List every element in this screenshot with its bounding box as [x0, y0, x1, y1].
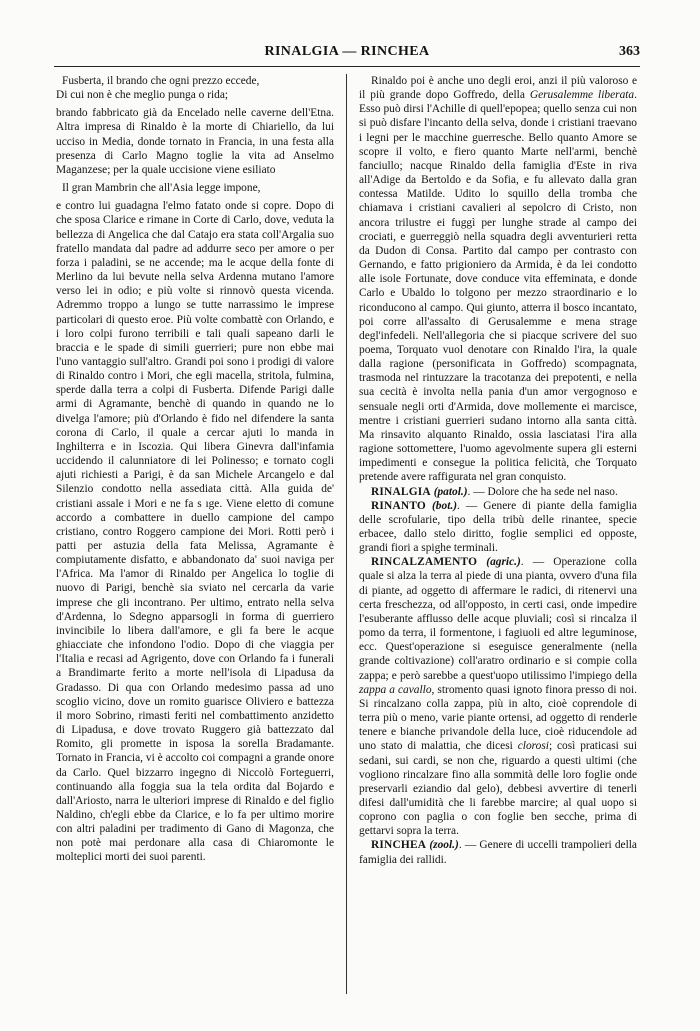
entry-headword: RINCHEA — [371, 839, 427, 852]
entry-definition: . — Genere di uccelli trampolieri della famiglia dei rallidi. — [359, 839, 637, 866]
entry-headword: RINANTO — [371, 499, 426, 512]
verse-quote-fusberta — [56, 74, 334, 102]
entry-definition: . — Dolore che ha sede nel naso. — [467, 485, 618, 498]
dictionary-entry-rincalzamento — [359, 555, 637, 838]
entry-definition: . — Operazione colla quale si alza la terra al piede di una pianta, ovvero d'una fila di piante, ad oggetto di affermare le radici, di ritenervi una certa freschezza, od all'opposto, in certi casi, onde impedire l'esuberante afflusso delle acque pluviali; così si rincalza il pomo da terra, il formentone, i fagiuoli ed altre leguminose, ecc. Quest'operazione si eseguisce generalmente (nella grande coltivazione) coll'aratro ordinario e si compie colla zappa; e però sarebbe a quest'uopo utilissimo l'impiego della — [359, 556, 637, 682]
column-divider — [346, 74, 347, 994]
right-column — [359, 74, 637, 867]
entry-headword: RINCALZAMENTO — [371, 556, 478, 569]
italic-title: Gerusalemme liberata — [529, 89, 635, 102]
dictionary-entry-rinalgia — [359, 485, 637, 499]
verse-line: Di cui non è che meglio punga o rida; — [56, 89, 229, 102]
left-column — [56, 74, 334, 865]
entry-category: (zool.) — [429, 839, 459, 852]
paragraph-rinaldo-tasso — [359, 74, 637, 485]
running-header — [54, 44, 640, 62]
italic-term: zappa a cavallo — [359, 683, 432, 696]
entry-category: (patol.) — [433, 485, 468, 498]
page-number: 363 — [619, 44, 640, 59]
paragraph: brando fabbricato già da Encelado nelle caverne dell'Etna. Altra impresa di Rinaldo è la morte di Chiariello, da lui ucciso in Media, donde tornato in Francia, in una festa alla presenza di Carlo Magno toglie la vita ad Anselmo Maganzese; per la quale uccisione viene esiliato — [56, 107, 334, 176]
verse-line: Fusberta, il brando che ogni prezzo eccede, — [62, 75, 260, 87]
verse-quote-mambrin — [56, 181, 334, 195]
text-run: . Esso può dirsi l'Achille di quell'epopea; quello senza cui non si può disfare l'incanto della selva, donde i cristiani traevano i legni per le macchine guerresche. Bello quanto Amore se scopre il volto, e fiero quanto Marte nell'armi, benchè fanciullo; nacque Rinaldo della famiglia d'Este in riva all'Adige da Bertoldo e da Sofia, e fu allevato dalla gran contessa Matilde. Udito lo squillo della tromba che chiamava i cristiani cavalieri al sepolcro di Cristo, non ancora trilustre ei fuggì per lunghe strade al campo dei crociati, e guerreggiò nella squadra degli avventurieri retta da Dudon di Consa. Partito dal campo per contrasto con Gernando, e fatto prigioniero da Armida, è da lei condotto alle isole Fortunate, dove conduce vita effeminata, e donde Carlo e Ubaldo lo tolgono per mezzo straordinario e lo riconducono al campo. Qui giunto, atterra il bosco incantato, poi corre all'assalto di Gerusalemme e mena strage degl'infedeli. Nell'allegoria che si piacque scrivere del suo poema, Torquato vuol denotare con Rinaldo l'ira, la quale dalla ragione (personificata in Goffredo) scompagnata, trasmoda nel rintuzzare la tracotanza dei prepotenti, e nella sua cecità è involta nella pania d'un amor vergognoso e sensuale negli orti d'Armida, dove mollemente ei marcisce, mentre i cristiani guerrieri sudano intorno alla santa città. Ma rinsavito alquanto Rinaldo, ossia lasciatasi l'ira alla ragione sottomettere, l'uomo agevolmente supera gli esterni impedimenti e consegue la politica felicità, che Torquato pretende avere raffigurata nel gran conquisto. — [359, 89, 637, 484]
text-run: Rinaldo poi è anche uno degli eroi, anzi il più valoroso e il più grande dopo Goffredo, della — [359, 75, 637, 102]
paragraph: e contro lui guadagna l'elmo fatato onde si copre. Dopo di che sposa Clarice e rimane in Corte di Carlo, dove, veduta la bellezza di Angelica che dal Catajo era stata coll'Argalia suo fratello mandata dal padre ad addurre seco per amore o per forza i paladini, se ne accende; ma le acque della fonte di Merlino da lui bevute nella selva Ardenna mutano l'amore verso lei in odio; e più volte si rinnovò questa vicenda. Adremmo troppo a lungo se tutte narrassimo le imprese particolari di questo eroe. Più volte combattè con Orlando, e i loro colpi furono terribili e tali quali sapeano darli le braccia e le spade di simili guerrieri; pure non ebbe mai l'uno vantaggio sull'altro. Grandi poi sono i prodigi di valore di Rinaldo contro i Mori, che egli macella, stritola, fulmina, sperde dalla terra a colpi di Fusberta. Difende Parigi dalle armi di Agramante, benchè di quando in quando ne lo divelga l'amore; più d'Orlando è fido nel difendere la santa corona di Carlo, il quale a cercar ajuti lo manda in Inghilterra e in Iscozia. Qui libera Ginevra dall'infamia uccidendo il calunniatore di lei Polinesso; e tornato cogli ajuti richiesti a Parigi, è da san Michele Arcangelo e dal Silenzio condotto nella assediata città. Alla guida de' cristiani assale i Mori e ne fa s ıge. Viene eletto di comune accordo a combattere in duello campione del campo cristiano, contro Roggero campione dei Mori. Rotti però i patti per astuzia della fata Melissa, Agramante è compiutamente disfatto, e abbandonato da' suoi naviga per l'Africa. Ma l'amor di Rinaldo per Angelica lo toglie di nuovo di Parigi, benchè sia sviato nel cercarla da varie imprese che gli incontrano. Per ultimo, entrato nella selva d'Ardenna, lo Sdegno apparsogli in forma di guerriero invincibile lo libera dall'amore, e gli fa bere le acque ghiacciate che infondono l'odio. Dopo di che viaggia per l'Italia e recasi ad Agrigento, dove con Orlando fa i funerali a Brandimarte ferito a morte nell'isola di Lipadusa da Gradasso. Di qua con Orlando medesimo passa ad uno scoglio vicino, dove un romito guarisce Oliviero e battezza il moro Sobrino, rimasti feriti nel combattimento anzidetto di Lipadusa, e dove trovato Ruggero già battezzato dal Romito, gli promette in isposa la sorella Bradamante. Tornato in Francia, vi è accolto coi compagni a grande onore da Carlo. Quel bizzarro ingegno di Niccolò Forteguerri, continuando alla foggia sua la tela ordita dal Bojardo e dall'Ariosto, narra le ulteriori imprese di Rinaldo e del figlio Naldino, ch'egli ebbe da Clarice, e lo fa per ultimo morire con altri paladini per tradimento di Gano di Magonza, che non potè mai perdonare alla casa di Chiaromonte le molteplici morti dei suoi parenti. — [56, 200, 334, 864]
dictionary-entry-rinanto — [359, 499, 637, 556]
entry-definition: , stromento quasi ignoto finora presso di noi. Si rincalzano colla zappa, più in alto, cioè coprendole di terra più o meno, varie piante ortensi, ad oggetto di renderle tenere e bianche privandole della luce, cioè riducendole ad uno stato di malattia, che dicesi — [359, 683, 637, 753]
entry-definition: . — Genere di piante della famiglia delle scrofularie, tipo della tribù delle rinantee, specie erbacee, dallo stelo diritto, foglie semplici ed opposte, grandi fiori a spighe terminali. — [359, 499, 637, 555]
entry-headword: RINALGIA — [371, 485, 431, 498]
verse-line: Il gran Mambrin che all'Asia legge impone, — [62, 182, 261, 195]
entry-category: (agric.) — [486, 556, 521, 569]
entry-definition: ; così praticasi sui sedani, sui cardi, se non che, riguardo a questi ultimi (che vogliono rincalzare fino alla sommità delle loro foglie onde preservarli eziandio dal gelo), debbesi avvertire di tenerli difesi dall'umidità che li farebbe marcire; al qual uopo si coprono con paglia o con foglie ben secche, prima di gettarvi sopra la terra. — [359, 740, 637, 838]
entry-category: (bot.) — [432, 499, 458, 512]
header-rule — [54, 66, 640, 67]
header-title: RINALGIA — RINCHEA — [264, 44, 430, 59]
italic-term: clorosi — [517, 740, 549, 753]
dictionary-entry-rinchea — [359, 838, 637, 866]
